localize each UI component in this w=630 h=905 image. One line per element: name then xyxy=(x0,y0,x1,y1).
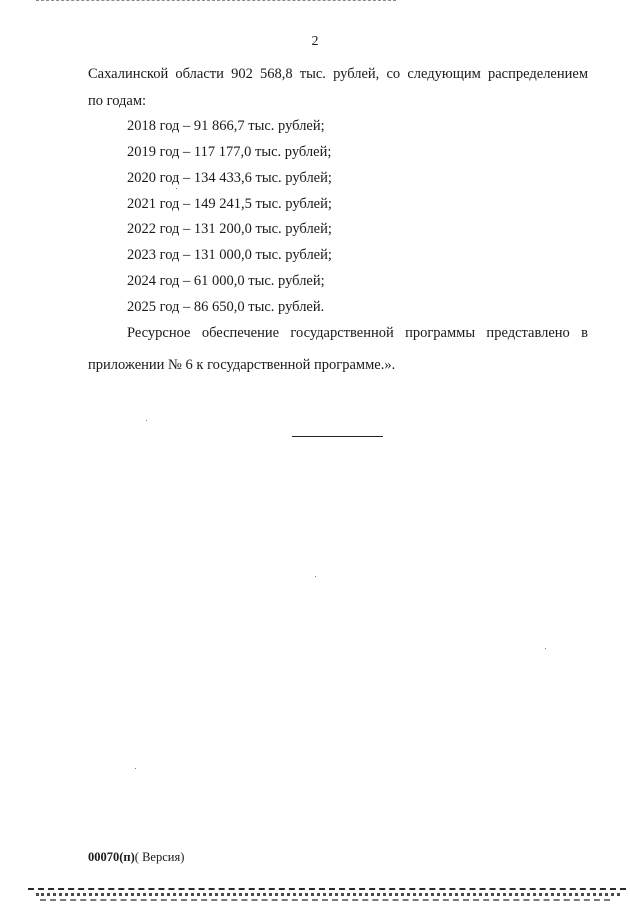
scan-edge-line xyxy=(28,888,626,890)
end-separator-line xyxy=(292,436,383,437)
scan-speck xyxy=(315,576,316,577)
year-line-2020: 2020 год – 134 433,6 тыс. рублей; xyxy=(127,170,332,186)
footer-code-number: 00070(п) xyxy=(88,850,135,864)
year-line-2022: 2022 год – 131 200,0 тыс. рублей; xyxy=(127,221,332,237)
year-line-2018: 2018 год – 91 866,7 тыс. рублей; xyxy=(127,118,325,134)
resource-line-2: приложении № 6 к государственной программе.». xyxy=(88,357,396,373)
intro-line-1: Сахалинской области 902 568,8 тыс. рублей, со следующим распределением xyxy=(88,66,588,82)
scan-edge-line xyxy=(36,893,620,896)
year-line-2021: 2021 год – 149 241,5 тыс. рублей; xyxy=(127,196,332,212)
year-line-2023: 2023 год – 131 000,0 тыс. рублей; xyxy=(127,247,332,263)
footer-version: ( Версия) xyxy=(134,850,185,864)
year-line-2025: 2025 год – 86 650,0 тыс. рублей. xyxy=(127,299,325,315)
document-footer-code xyxy=(88,850,184,865)
scan-speck xyxy=(135,768,136,769)
scan-speck xyxy=(176,188,177,189)
page-number: 2 xyxy=(311,34,319,49)
year-line-2019: 2019 год – 117 177,0 тыс. рублей; xyxy=(127,144,332,160)
scan-edge-line xyxy=(40,899,610,901)
intro-line-2: по годам: xyxy=(88,93,147,109)
resource-line-1: Ресурсное обеспечение государственной программы представлено в xyxy=(127,325,588,341)
scan-bottom-edge xyxy=(0,886,630,905)
year-line-2024: 2024 год – 61 000,0 тыс. рублей; xyxy=(127,273,325,289)
scan-speck xyxy=(545,648,546,649)
scan-top-edge xyxy=(36,0,396,1)
scan-speck xyxy=(146,420,147,421)
